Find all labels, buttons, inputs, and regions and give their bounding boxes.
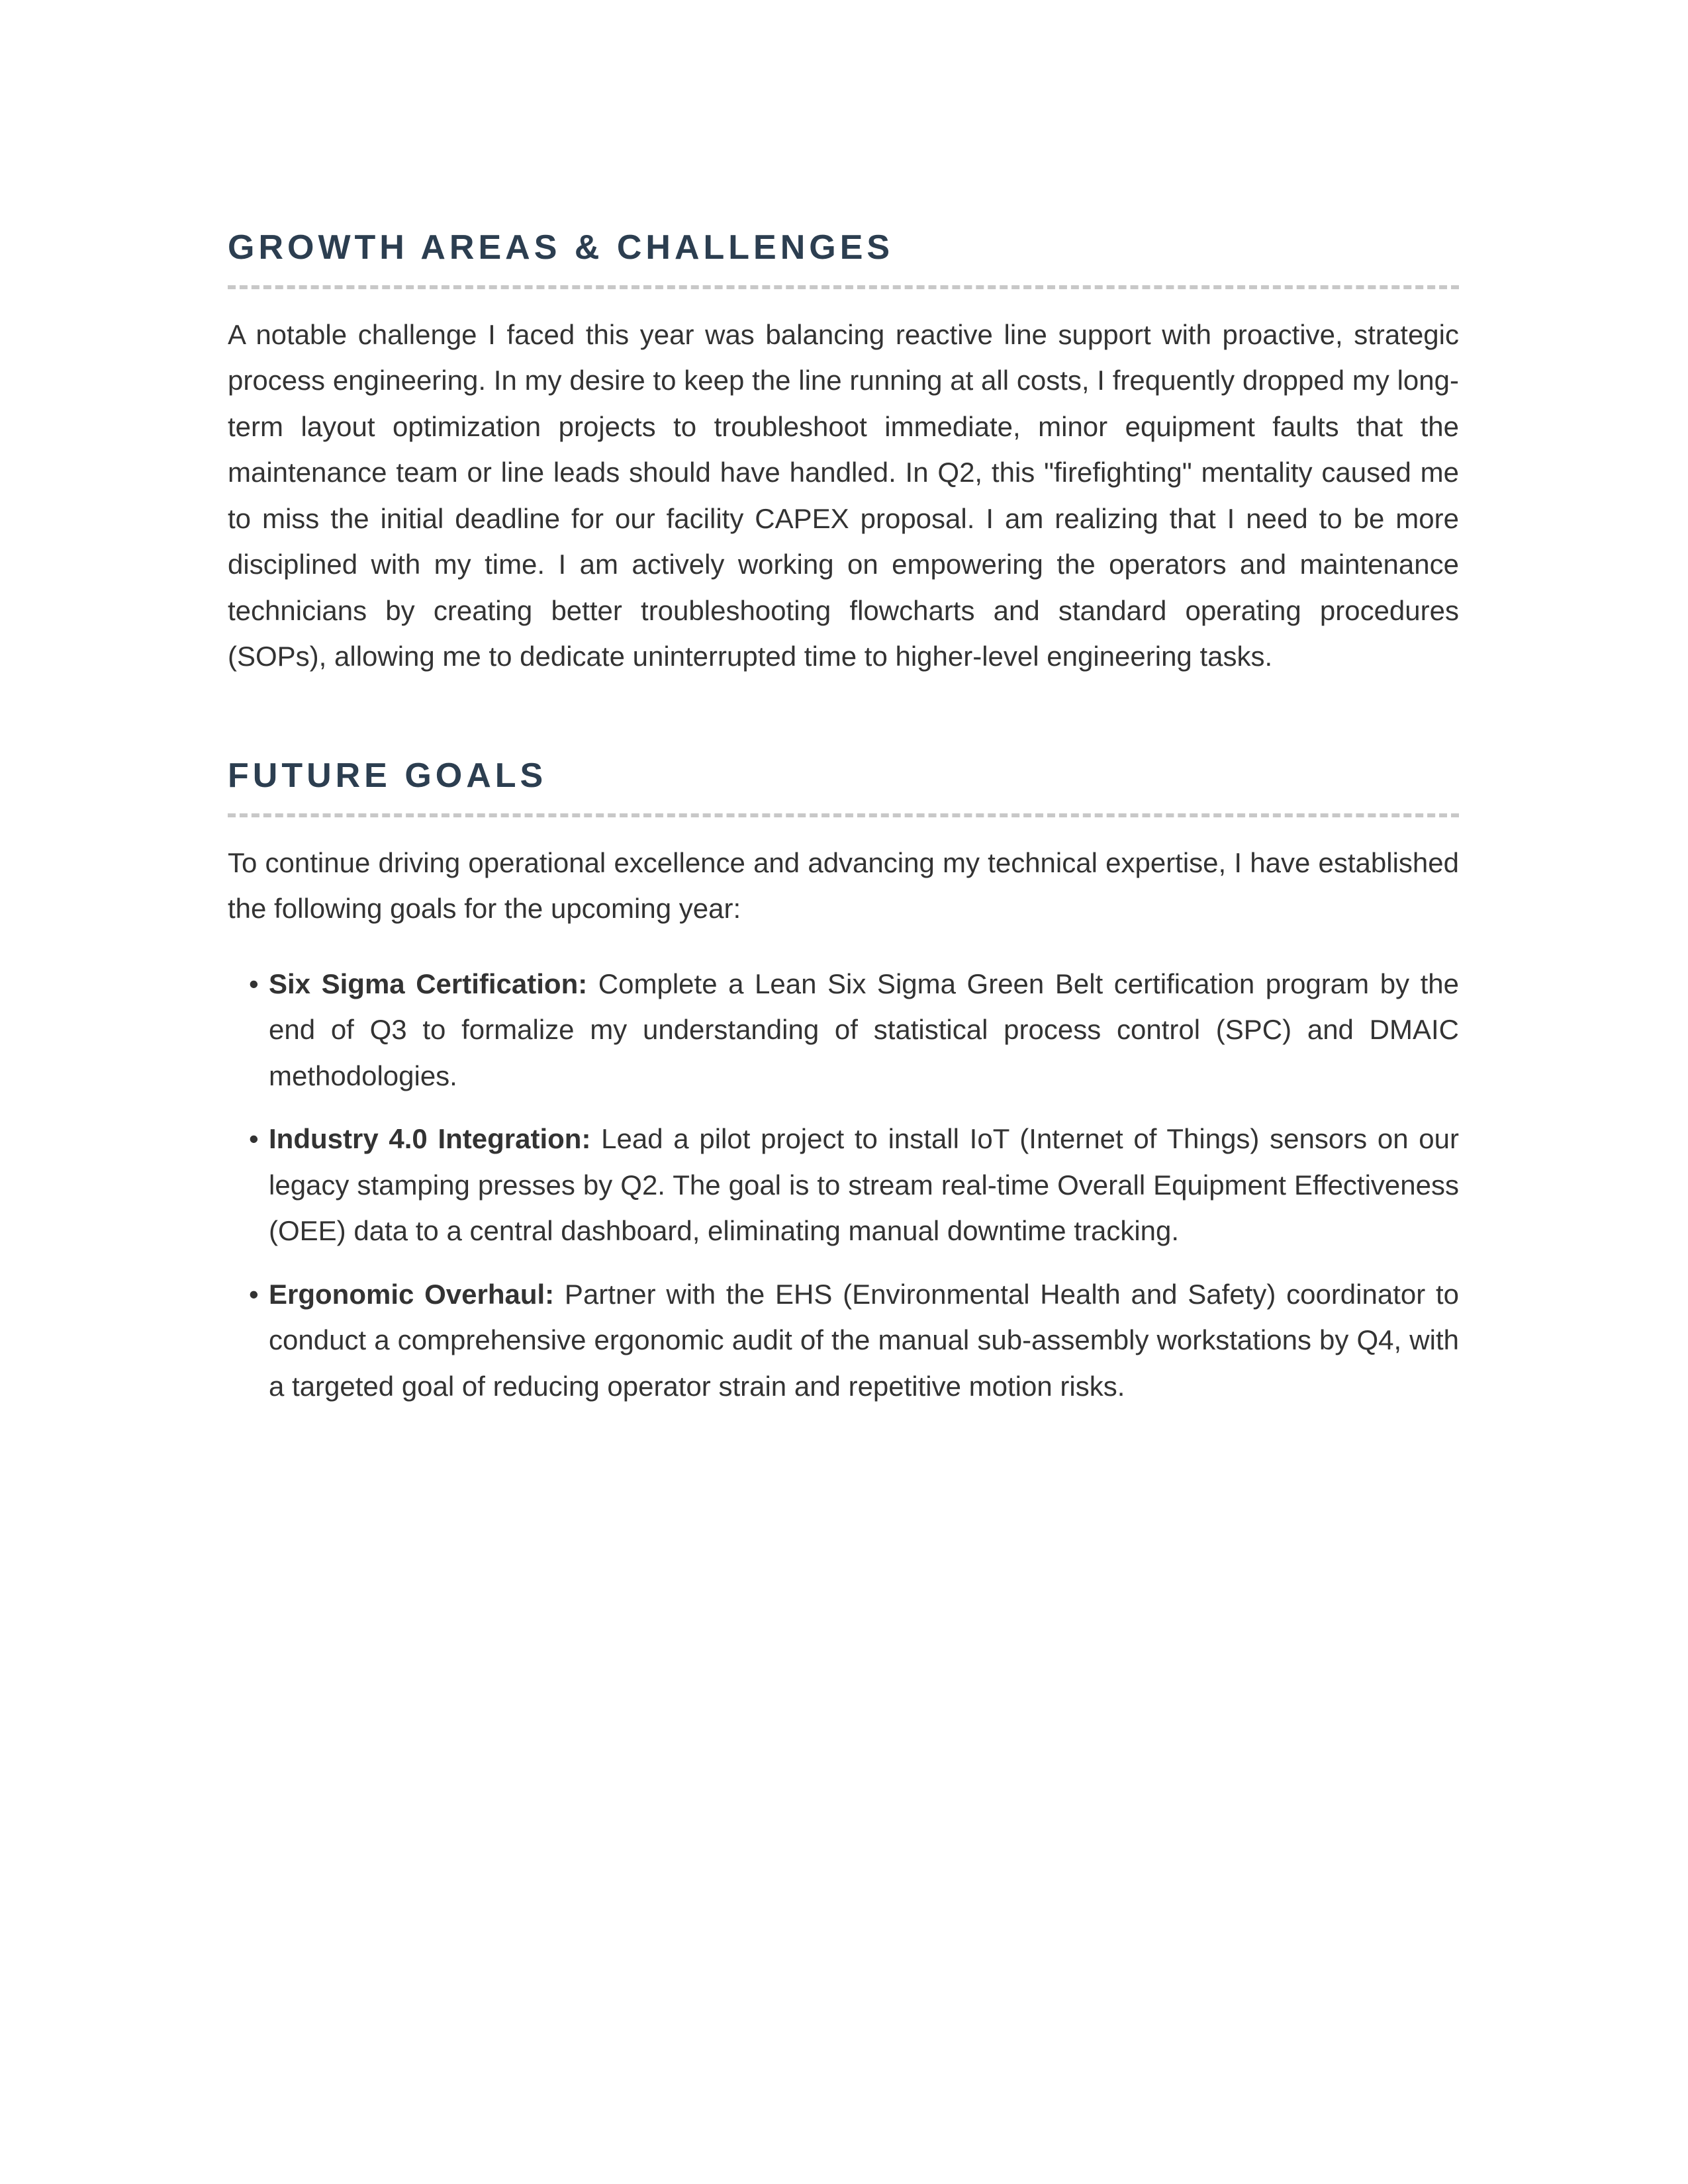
future-goals-heading: FUTURE GOALS xyxy=(228,756,1459,817)
growth-areas-section xyxy=(228,228,1459,680)
growth-areas-heading: GROWTH AREAS & CHALLENGES xyxy=(228,228,1459,289)
goal-text: Partner with the EHS (Environmental Health and Safety) coordinator to conduct a comprehensive ergonomic audit of the manual sub-assembly workstations by Q4, with a targeted goal of reducing operator strain and repetitive motion risks. xyxy=(269,1278,1460,1402)
goal-list xyxy=(228,961,1459,1410)
future-goals-section xyxy=(228,756,1459,1409)
goal-title: Ergonomic Overhaul: xyxy=(269,1278,555,1310)
goal-text: Lead a pilot project to install IoT (Internet of Things) sensors on our legacy stamping presses by Q2. The goal is to stream real-time Overall Equipment Effectiveness (OEE) data to a central dashboard, eliminating manual downtime tracking. xyxy=(269,1123,1459,1247)
goal-title: Industry 4.0 Integration: xyxy=(269,1123,591,1155)
bullet: • xyxy=(249,968,259,999)
bullet: • xyxy=(249,1278,259,1310)
growth-areas-paragraph: A notable challenge I faced this year was balancing reactive line support with proactive, strategic process engineering. In my desire to keep the line running at all costs, I frequently dropped my long-term layout optimization projects to troubleshoot immediate, minor equipment faults that the maintenance team or line leads should have handled. In Q2, this "firefighting" mentality caused me to miss the initial deadline for our facility CAPEX proposal. I am realizing that I need to be more disciplined with my time. I am actively working on empowering the operators and maintenance technicians by creating better troubleshooting flowcharts and standard operating procedures (SOPs), allowing me to dedicate uninterrupted time to higher-level engineering tasks. xyxy=(228,318,1459,672)
goal-item-ergonomic xyxy=(249,1271,1460,1410)
goal-title: Six Sigma Certification: xyxy=(269,968,588,999)
future-goals-intro: To continue driving operational excellence and advancing my technical expertise, I have established the following goals for the upcoming year: xyxy=(228,846,1459,925)
goal-text: Complete a Lean Six Sigma Green Belt certification program by the end of Q3 to formalize my understanding of statistical process control (SPC) and DMAIC methodologies. xyxy=(269,968,1460,1091)
goal-item-industry-4 xyxy=(249,1116,1459,1254)
goal-item-six-sigma xyxy=(249,961,1460,1099)
bullet: • xyxy=(249,1123,259,1155)
page-content xyxy=(228,228,1459,1426)
